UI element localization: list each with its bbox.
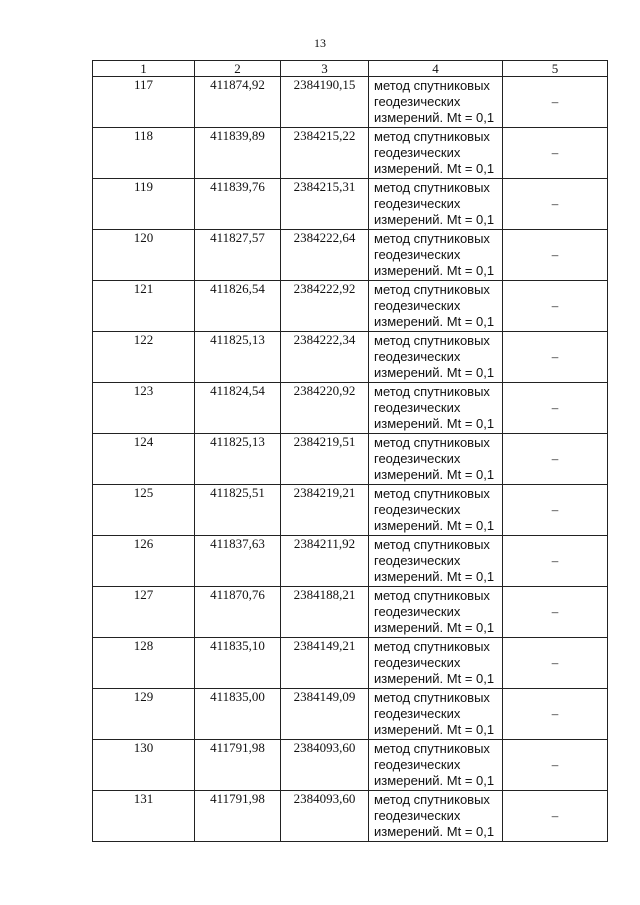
table-row xyxy=(93,128,608,179)
x-coordinate: 411874,92 xyxy=(210,77,265,92)
col5-cell xyxy=(503,128,608,179)
method-line-2: геодезических xyxy=(374,757,461,772)
point-number: 131 xyxy=(133,791,154,806)
y-coordinate-cell xyxy=(281,638,369,689)
y-coordinate-cell xyxy=(281,689,369,740)
method-cell xyxy=(369,77,503,128)
col5-cell xyxy=(503,77,608,128)
method-cell xyxy=(369,689,503,740)
col5-value: – xyxy=(551,553,559,568)
point-number-cell xyxy=(93,77,195,128)
y-coordinate: 2384222,64 xyxy=(293,230,356,245)
y-coordinate: 2384093,60 xyxy=(293,791,356,806)
method-cell xyxy=(369,587,503,638)
point-number-cell xyxy=(93,536,195,587)
x-coordinate: 411791,98 xyxy=(210,791,265,806)
table-row xyxy=(93,485,608,536)
method-line-3: измерений. Mt = 0,1 xyxy=(374,416,495,431)
y-coordinate-cell xyxy=(281,230,369,281)
method-line-3: измерений. Mt = 0,1 xyxy=(374,467,495,482)
y-coordinate-cell xyxy=(281,740,369,791)
method-line-1: метод спутниковых xyxy=(374,486,490,501)
method-line-1: метод спутниковых xyxy=(374,180,490,195)
x-coordinate-cell xyxy=(195,536,281,587)
method-cell xyxy=(369,281,503,332)
x-coordinate-cell xyxy=(195,128,281,179)
y-coordinate: 2384190,15 xyxy=(293,77,356,92)
point-number-cell xyxy=(93,485,195,536)
col5-cell xyxy=(503,281,608,332)
y-coordinate-cell xyxy=(281,77,369,128)
y-coordinate: 2384149,21 xyxy=(293,638,356,653)
header-col-4: 4 xyxy=(369,61,503,77)
x-coordinate: 411825,51 xyxy=(210,485,265,500)
table-row xyxy=(93,638,608,689)
method-line-1: метод спутниковых xyxy=(374,129,490,144)
x-coordinate-cell xyxy=(195,587,281,638)
point-number: 124 xyxy=(133,434,154,449)
col5-value: – xyxy=(551,94,559,109)
method-line-2: геодезических xyxy=(374,298,461,313)
method-line-3: измерений. Mt = 0,1 xyxy=(374,824,495,839)
col5-value: – xyxy=(551,247,559,262)
method-line-1: метод спутниковых xyxy=(374,588,490,603)
method-line-3: измерений. Mt = 0,1 xyxy=(374,773,495,788)
point-number: 121 xyxy=(133,281,154,296)
x-coordinate-cell xyxy=(195,281,281,332)
point-number-cell xyxy=(93,179,195,230)
x-coordinate-cell xyxy=(195,689,281,740)
y-coordinate: 2384222,34 xyxy=(293,332,356,347)
method-line-1: метод спутниковых xyxy=(374,690,490,705)
y-coordinate: 2384188,21 xyxy=(293,587,356,602)
point-number: 129 xyxy=(133,689,154,704)
x-coordinate: 411824,54 xyxy=(210,383,265,398)
col5-value: – xyxy=(551,400,559,415)
y-coordinate: 2384220,92 xyxy=(293,383,356,398)
method-cell xyxy=(369,383,503,434)
y-coordinate: 2384222,92 xyxy=(293,281,356,296)
method-line-3: измерений. Mt = 0,1 xyxy=(374,212,495,227)
table-row xyxy=(93,281,608,332)
method-cell xyxy=(369,536,503,587)
header-col-5: 5 xyxy=(503,61,608,77)
x-coordinate: 411839,76 xyxy=(210,179,265,194)
col5-cell xyxy=(503,536,608,587)
x-coordinate-cell xyxy=(195,230,281,281)
method-line-3: измерений. Mt = 0,1 xyxy=(374,263,495,278)
method-line-1: метод спутниковых xyxy=(374,792,490,807)
col5-cell xyxy=(503,179,608,230)
y-coordinate-cell xyxy=(281,587,369,638)
table-row xyxy=(93,77,608,128)
x-coordinate-cell xyxy=(195,791,281,842)
point-number-cell xyxy=(93,281,195,332)
y-coordinate-cell xyxy=(281,434,369,485)
method-cell xyxy=(369,332,503,383)
header-col-2: 2 xyxy=(195,61,281,77)
y-coordinate: 2384219,51 xyxy=(293,434,356,449)
col5-cell xyxy=(503,383,608,434)
table-row xyxy=(93,434,608,485)
method-cell xyxy=(369,485,503,536)
col5-cell xyxy=(503,689,608,740)
method-line-2: геодезических xyxy=(374,400,461,415)
y-coordinate: 2384211,92 xyxy=(293,536,356,551)
col5-cell xyxy=(503,485,608,536)
table-row xyxy=(93,689,608,740)
method-cell xyxy=(369,638,503,689)
table-row xyxy=(93,383,608,434)
header-col-1: 1 xyxy=(93,61,195,77)
method-line-2: геодезических xyxy=(374,247,461,262)
x-coordinate-cell xyxy=(195,383,281,434)
y-coordinate: 2384215,31 xyxy=(293,179,356,194)
col5-value: – xyxy=(551,298,559,313)
x-coordinate-cell xyxy=(195,179,281,230)
point-number-cell xyxy=(93,230,195,281)
table-body xyxy=(93,77,608,842)
point-number-cell xyxy=(93,638,195,689)
col5-cell xyxy=(503,638,608,689)
col5-value: – xyxy=(551,145,559,160)
table-row xyxy=(93,179,608,230)
y-coordinate-cell xyxy=(281,536,369,587)
y-coordinate: 2384219,21 xyxy=(293,485,356,500)
y-coordinate-cell xyxy=(281,332,369,383)
method-line-2: геодезических xyxy=(374,196,461,211)
col5-value: – xyxy=(551,451,559,466)
y-coordinate: 2384149,09 xyxy=(293,689,356,704)
col5-cell xyxy=(503,434,608,485)
point-number-cell xyxy=(93,791,195,842)
method-line-3: измерений. Mt = 0,1 xyxy=(374,722,495,737)
method-line-3: измерений. Mt = 0,1 xyxy=(374,569,495,584)
x-coordinate: 411835,10 xyxy=(210,638,265,653)
method-line-1: метод спутниковых xyxy=(374,333,490,348)
page-number: 13 xyxy=(314,36,326,50)
method-line-1: метод спутниковых xyxy=(374,384,490,399)
header-col-3: 3 xyxy=(281,61,369,77)
table-row xyxy=(93,536,608,587)
method-line-2: геодезических xyxy=(374,502,461,517)
method-cell xyxy=(369,434,503,485)
method-line-1: метод спутниковых xyxy=(374,282,490,297)
x-coordinate: 411827,57 xyxy=(210,230,265,245)
col5-cell xyxy=(503,740,608,791)
col5-cell xyxy=(503,791,608,842)
x-coordinate: 411791,98 xyxy=(210,740,265,755)
x-coordinate: 411835,00 xyxy=(210,689,265,704)
col5-value: – xyxy=(551,706,559,721)
method-cell xyxy=(369,179,503,230)
col5-cell xyxy=(503,230,608,281)
method-line-2: геодезических xyxy=(374,94,461,109)
method-line-3: измерений. Mt = 0,1 xyxy=(374,620,495,635)
table-row xyxy=(93,230,608,281)
point-number: 117 xyxy=(133,77,154,92)
method-line-1: метод спутниковых xyxy=(374,741,490,756)
x-coordinate-cell xyxy=(195,638,281,689)
method-line-2: геодезических xyxy=(374,553,461,568)
point-number-cell xyxy=(93,689,195,740)
point-number-cell xyxy=(93,434,195,485)
y-coordinate-cell xyxy=(281,128,369,179)
point-number: 126 xyxy=(133,536,154,551)
method-line-1: метод спутниковых xyxy=(374,231,490,246)
point-number: 119 xyxy=(133,179,154,194)
method-line-3: измерений. Mt = 0,1 xyxy=(374,365,495,380)
x-coordinate: 411839,89 xyxy=(210,128,265,143)
method-cell xyxy=(369,128,503,179)
col5-cell xyxy=(503,332,608,383)
x-coordinate: 411826,54 xyxy=(210,281,265,296)
y-coordinate-cell xyxy=(281,485,369,536)
table-row xyxy=(93,740,608,791)
x-coordinate-cell xyxy=(195,434,281,485)
point-number-cell xyxy=(93,383,195,434)
method-line-1: метод спутниковых xyxy=(374,537,490,552)
method-line-2: геодезических xyxy=(374,655,461,670)
method-line-1: метод спутниковых xyxy=(374,78,490,93)
point-number-cell xyxy=(93,128,195,179)
method-line-1: метод спутниковых xyxy=(374,639,490,654)
x-coordinate: 411825,13 xyxy=(210,434,265,449)
col5-cell xyxy=(503,587,608,638)
method-line-2: геодезических xyxy=(374,706,461,721)
y-coordinate-cell xyxy=(281,281,369,332)
point-number-cell xyxy=(93,332,195,383)
method-line-3: измерений. Mt = 0,1 xyxy=(374,161,495,176)
table-row xyxy=(93,791,608,842)
method-line-3: измерений. Mt = 0,1 xyxy=(374,314,495,329)
method-line-3: измерений. Mt = 0,1 xyxy=(374,671,495,686)
method-line-1: метод спутниковых xyxy=(374,435,490,450)
point-number: 122 xyxy=(133,332,154,347)
y-coordinate-cell xyxy=(281,179,369,230)
x-coordinate-cell xyxy=(195,332,281,383)
point-number: 118 xyxy=(133,128,154,143)
point-number-cell xyxy=(93,740,195,791)
y-coordinate: 2384215,22 xyxy=(293,128,356,143)
col5-value: – xyxy=(551,604,559,619)
x-coordinate: 411825,13 xyxy=(210,332,265,347)
method-line-2: геодезических xyxy=(374,604,461,619)
point-number: 130 xyxy=(133,740,154,755)
point-number: 125 xyxy=(133,485,154,500)
x-coordinate-cell xyxy=(195,77,281,128)
point-number: 128 xyxy=(133,638,154,653)
x-coordinate-cell xyxy=(195,740,281,791)
point-number-cell xyxy=(93,587,195,638)
y-coordinate: 2384093,60 xyxy=(293,740,356,755)
y-coordinate-cell xyxy=(281,791,369,842)
method-line-2: геодезических xyxy=(374,451,461,466)
method-line-2: геодезических xyxy=(374,349,461,364)
x-coordinate-cell xyxy=(195,485,281,536)
coordinates-table xyxy=(92,60,608,842)
y-coordinate-cell xyxy=(281,383,369,434)
col5-value: – xyxy=(551,349,559,364)
table-row xyxy=(93,332,608,383)
point-number: 120 xyxy=(133,230,154,245)
x-coordinate: 411870,76 xyxy=(210,587,265,602)
method-line-3: измерений. Mt = 0,1 xyxy=(374,110,495,125)
method-cell xyxy=(369,230,503,281)
header-row xyxy=(93,61,608,77)
point-number: 127 xyxy=(133,587,154,602)
table-header xyxy=(93,61,608,77)
col5-value: – xyxy=(551,808,559,823)
col5-value: – xyxy=(551,502,559,517)
table-row xyxy=(93,587,608,638)
point-number: 123 xyxy=(133,383,154,398)
x-coordinate: 411837,63 xyxy=(210,536,265,551)
method-line-3: измерений. Mt = 0,1 xyxy=(374,518,495,533)
method-line-2: геодезических xyxy=(374,808,461,823)
col5-value: – xyxy=(551,757,559,772)
method-line-2: геодезических xyxy=(374,145,461,160)
method-cell xyxy=(369,791,503,842)
col5-value: – xyxy=(551,655,559,670)
method-cell xyxy=(369,740,503,791)
col5-value: – xyxy=(551,196,559,211)
